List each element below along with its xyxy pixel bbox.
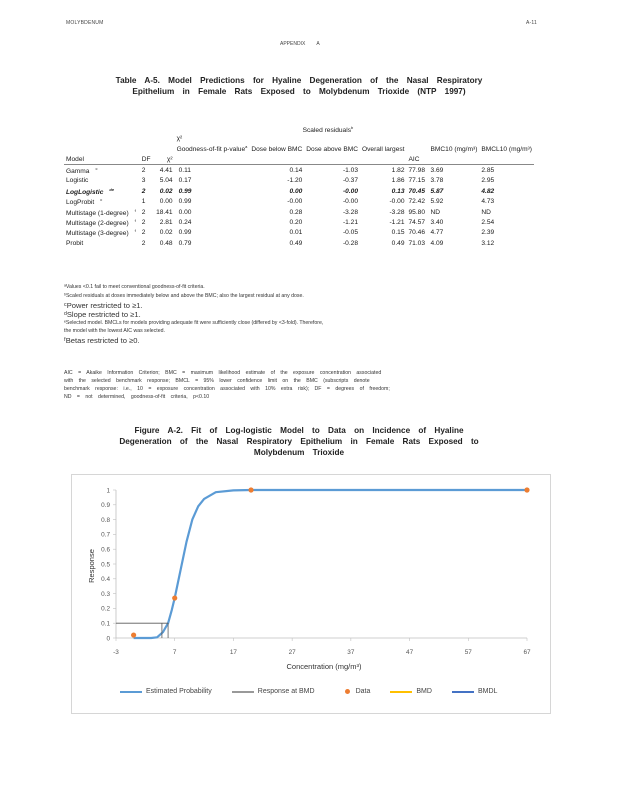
y-tick-label: 0.7 [101,531,110,539]
legend-response-at-bmd [232,688,315,695]
x-tick-label: 57 [464,649,472,656]
legend-label-data: Data [355,688,371,695]
cell-bmc: 3.69 [430,167,444,175]
cell-df: 2 [141,229,146,237]
cell-model: LogLogistic $^{de}$ [66,186,115,196]
gof-header: χ² Goodness-of-fit p-value$^a$ [176,134,248,153]
y-tick-label: 0.4 [101,576,110,584]
cell-model: Logistic [66,177,89,185]
legend-label-bmd: BMD [416,688,432,695]
cell-below: 0.14 [289,167,303,175]
figure-title-line3: Molybdenum Trioxide [253,448,345,457]
overall-largest-header: Overall largest [361,145,405,153]
chi2-col-header: χ² [166,155,173,163]
dose-below-header: Dose below BMC [251,145,303,153]
note-a: ᵃValues <0.1 fail to meet conventional goodness-of-fit criteria. [64,284,205,290]
cell-bmcl: 3.12 [481,239,495,247]
cell-overall: -0.00 [389,198,405,206]
cell-above: -0.05 [342,229,358,237]
table-title-line2: Epithelium in Female Rats Exposed to Molybdenum Trioxide (NTP 1997) [132,87,466,96]
x-tick-label: 37 [347,649,355,656]
cell-chi2: 5.04 [159,177,173,185]
cell-aic: 77.15 [408,177,426,185]
cell-above: -0.00 [342,198,358,206]
cell-p: 0.99 [178,229,192,237]
bmc-header: BMC10 (mg/m³) [430,145,478,153]
model-col-header: Model [66,155,84,163]
cell-bmcl: 2.39 [481,229,495,237]
cell-aic: 70.45 [408,187,426,195]
cell-p: 0.24 [178,219,192,226]
data-point [131,632,136,637]
legend-swatch-data [345,689,350,694]
appendix-label: APPENDIX A [280,41,320,47]
cell-below: -1.20 [287,177,303,185]
legend-label-estimated: Estimated Probability [146,688,212,695]
cell-bmcl: ND [481,208,491,216]
cell-aic: 70.46 [408,229,426,237]
cell-chi2: 0.02 [159,229,173,237]
legend-swatch-bmdl [452,691,474,693]
running-header-left: MOLYBDENUM [66,20,104,26]
cell-chi2: 0.00 [159,198,173,206]
legend-bmd [390,688,432,695]
cell-p: 0.00 [178,208,192,216]
legend-swatch-response [232,691,254,693]
legend-swatch-bmd [390,691,412,693]
cell-df: 2 [141,239,146,247]
cell-df: 2 [141,208,146,216]
cell-bmcl: 2.54 [481,219,495,226]
footnote-line2: with the selected benchmark response; BMCL = 95% lower confidence limit on the BMC (subscripts denote [64,378,370,384]
y-tick-label: 0 [106,635,110,643]
y-tick-label: 0.9 [101,502,110,510]
cell-bmc: 5.92 [430,198,444,206]
cell-model: Probit [66,239,84,247]
x-tick-label: 17 [229,649,237,656]
cell-below: 0.20 [289,219,303,226]
cell-aic: 77.98 [408,167,426,175]
cell-bmc: 5.87 [430,187,444,195]
cell-bmc: 3.78 [430,177,444,185]
footnote-line3: benchmark response: i.e., 10 = exposure concentration associated with 10% extra risk); DF = degrees of freedom; [64,386,390,392]
cell-df: 3 [141,177,146,185]
cell-above: -0.37 [342,177,358,185]
cell-bmcl: 4.73 [481,198,495,206]
y-tick-label: 0.3 [101,590,110,598]
cell-overall: -1.21 [389,219,405,226]
legend-label-bmdl: BMDL [477,688,498,695]
figure-title-line1: Figure A-2. Fit of Log-logistic Model to Data on Incidence of Hyaline [134,426,464,435]
cell-aic: 95.80 [408,208,426,216]
cell-model: LogProbit $^c$ [66,197,103,207]
cell-overall: 1.86 [391,177,405,185]
cell-chi2: 0.02 [159,187,173,195]
y-tick-label: 1 [106,487,110,495]
cell-p: 0.99 [178,198,192,206]
cell-below: -0.00 [287,198,303,206]
bmcl-header: BMCL10 (mg/m³) [481,145,532,153]
y-axis-label: Response [87,549,96,583]
table-title-line1: Table A-5. Model Predictions for Hyaline Degeneration of the Nasal Respiratory [115,76,483,85]
legend-data [335,688,371,695]
footnote-line1: AIC = Akaike Information Criterion; BMC = maximum likelihood estimate of the exposure concentration associated [64,370,382,376]
y-tick-label: 0.8 [101,516,110,524]
cell-bmcl: 2.85 [481,167,495,175]
cell-p: 0.11 [178,167,191,175]
cell-bmcl: 2.95 [481,177,495,185]
cell-aic: 72.42 [408,198,426,206]
cell-overall: 0.15 [391,229,405,237]
estimated-probability-line [134,490,527,638]
cell-chi2: 18.41 [156,208,173,216]
y-tick-label: 0.1 [101,620,110,628]
figure-title-line2: Degeneration of the Nasal Respiratory Epithelium in Female Rats Exposed to [119,437,479,446]
x-tick-label: 47 [406,649,414,656]
cell-above: -1.03 [342,167,358,175]
cell-chi2: 2.81 [159,219,173,226]
note-b: ᵇScaled residuals at doses immediately below and above the BMC; also the largest residual at any dose. [64,292,304,299]
cell-model: Multistage (3-degree) $^f$ [66,228,136,238]
data-point [172,595,177,600]
x-tick-label: 7 [172,649,177,656]
cell-below: 0.28 [289,208,303,216]
cell-aic: 74.57 [408,219,426,226]
df-col-header: DF [141,155,151,163]
cell-chi2: 0.48 [159,239,173,247]
cell-model: Multistage (2-degree) $^f$ [66,217,136,228]
cell-bmc: 4.09 [430,239,444,247]
cell-below: 0.01 [289,229,303,237]
x-tick-label: -3 [113,649,119,656]
cell-bmc: 4.77 [430,229,444,237]
note-f: ᶠBetas restricted to ≥0. [64,336,140,346]
x-tick-label: 67 [523,649,531,656]
aic-col-header: AIC [408,155,420,163]
y-tick-label: 0.6 [101,546,110,554]
cell-above: -0.28 [342,239,358,247]
cell-above: -0.00 [342,187,358,195]
y-tick-label: 0.2 [101,605,110,613]
note-e-line2: the model with the lowest AIC was selected. [64,328,165,335]
scaled-residuals-header: Scaled residuals$^b$ [302,124,354,135]
cell-overall: 0.13 [391,187,405,195]
cell-df: 2 [141,219,146,226]
cell-bmc: 3.40 [430,219,444,226]
cell-above: -3.28 [342,208,358,216]
legend-swatch-estimated [120,691,142,693]
cell-below: 0.49 [289,239,303,247]
cell-df: 2 [141,167,146,175]
cell-df: 1 [141,198,146,206]
cell-aic: 71.03 [408,239,426,247]
x-tick-label: 27 [288,649,296,656]
cell-chi2: 4.41 [159,167,173,175]
legend-bmdl [452,688,497,695]
running-header-right: A-11 [526,20,537,26]
cell-overall: -3.28 [389,208,405,216]
note-e-line1: ᵉSelected model. BMCLs for models providing adequate fit were sufficiently close (differed by <3-fold). Therefore, [64,319,324,326]
cell-bmc: ND [430,208,441,216]
cell-overall: 0.49 [391,239,405,247]
y-tick-label: 0.5 [101,561,110,569]
data-point [248,487,253,492]
cell-p: 0.17 [178,177,192,185]
cell-overall: 1.82 [391,167,405,175]
cell-above: -1.21 [342,219,358,226]
data-point [524,487,529,492]
x-axis-label: Concentration (mg/m³) [286,662,362,671]
chart-legend [120,688,517,695]
note-d: ᵈSlope restricted to ≥1. [64,309,141,319]
cell-below: 0.00 [289,187,303,195]
cell-bmcl: 4.82 [481,187,495,195]
cell-df: 2 [141,187,146,195]
footnote-line4: ND = not determined, goodness-of-fit criteria, p<0.10 [64,394,210,400]
dose-above-header: Dose above BMC [306,145,358,153]
cell-p: 0.79 [178,239,192,247]
note-c: ᶜPower restricted to ≥1. [64,300,143,310]
cell-model: Multistage (1-degree) $^f$ [66,207,136,217]
cell-model: Gamma $^c$ [66,165,98,176]
legend-label-response: Response at BMD [257,688,315,695]
legend-estimated-probability [120,688,212,695]
cell-p: 0.99 [178,187,192,195]
